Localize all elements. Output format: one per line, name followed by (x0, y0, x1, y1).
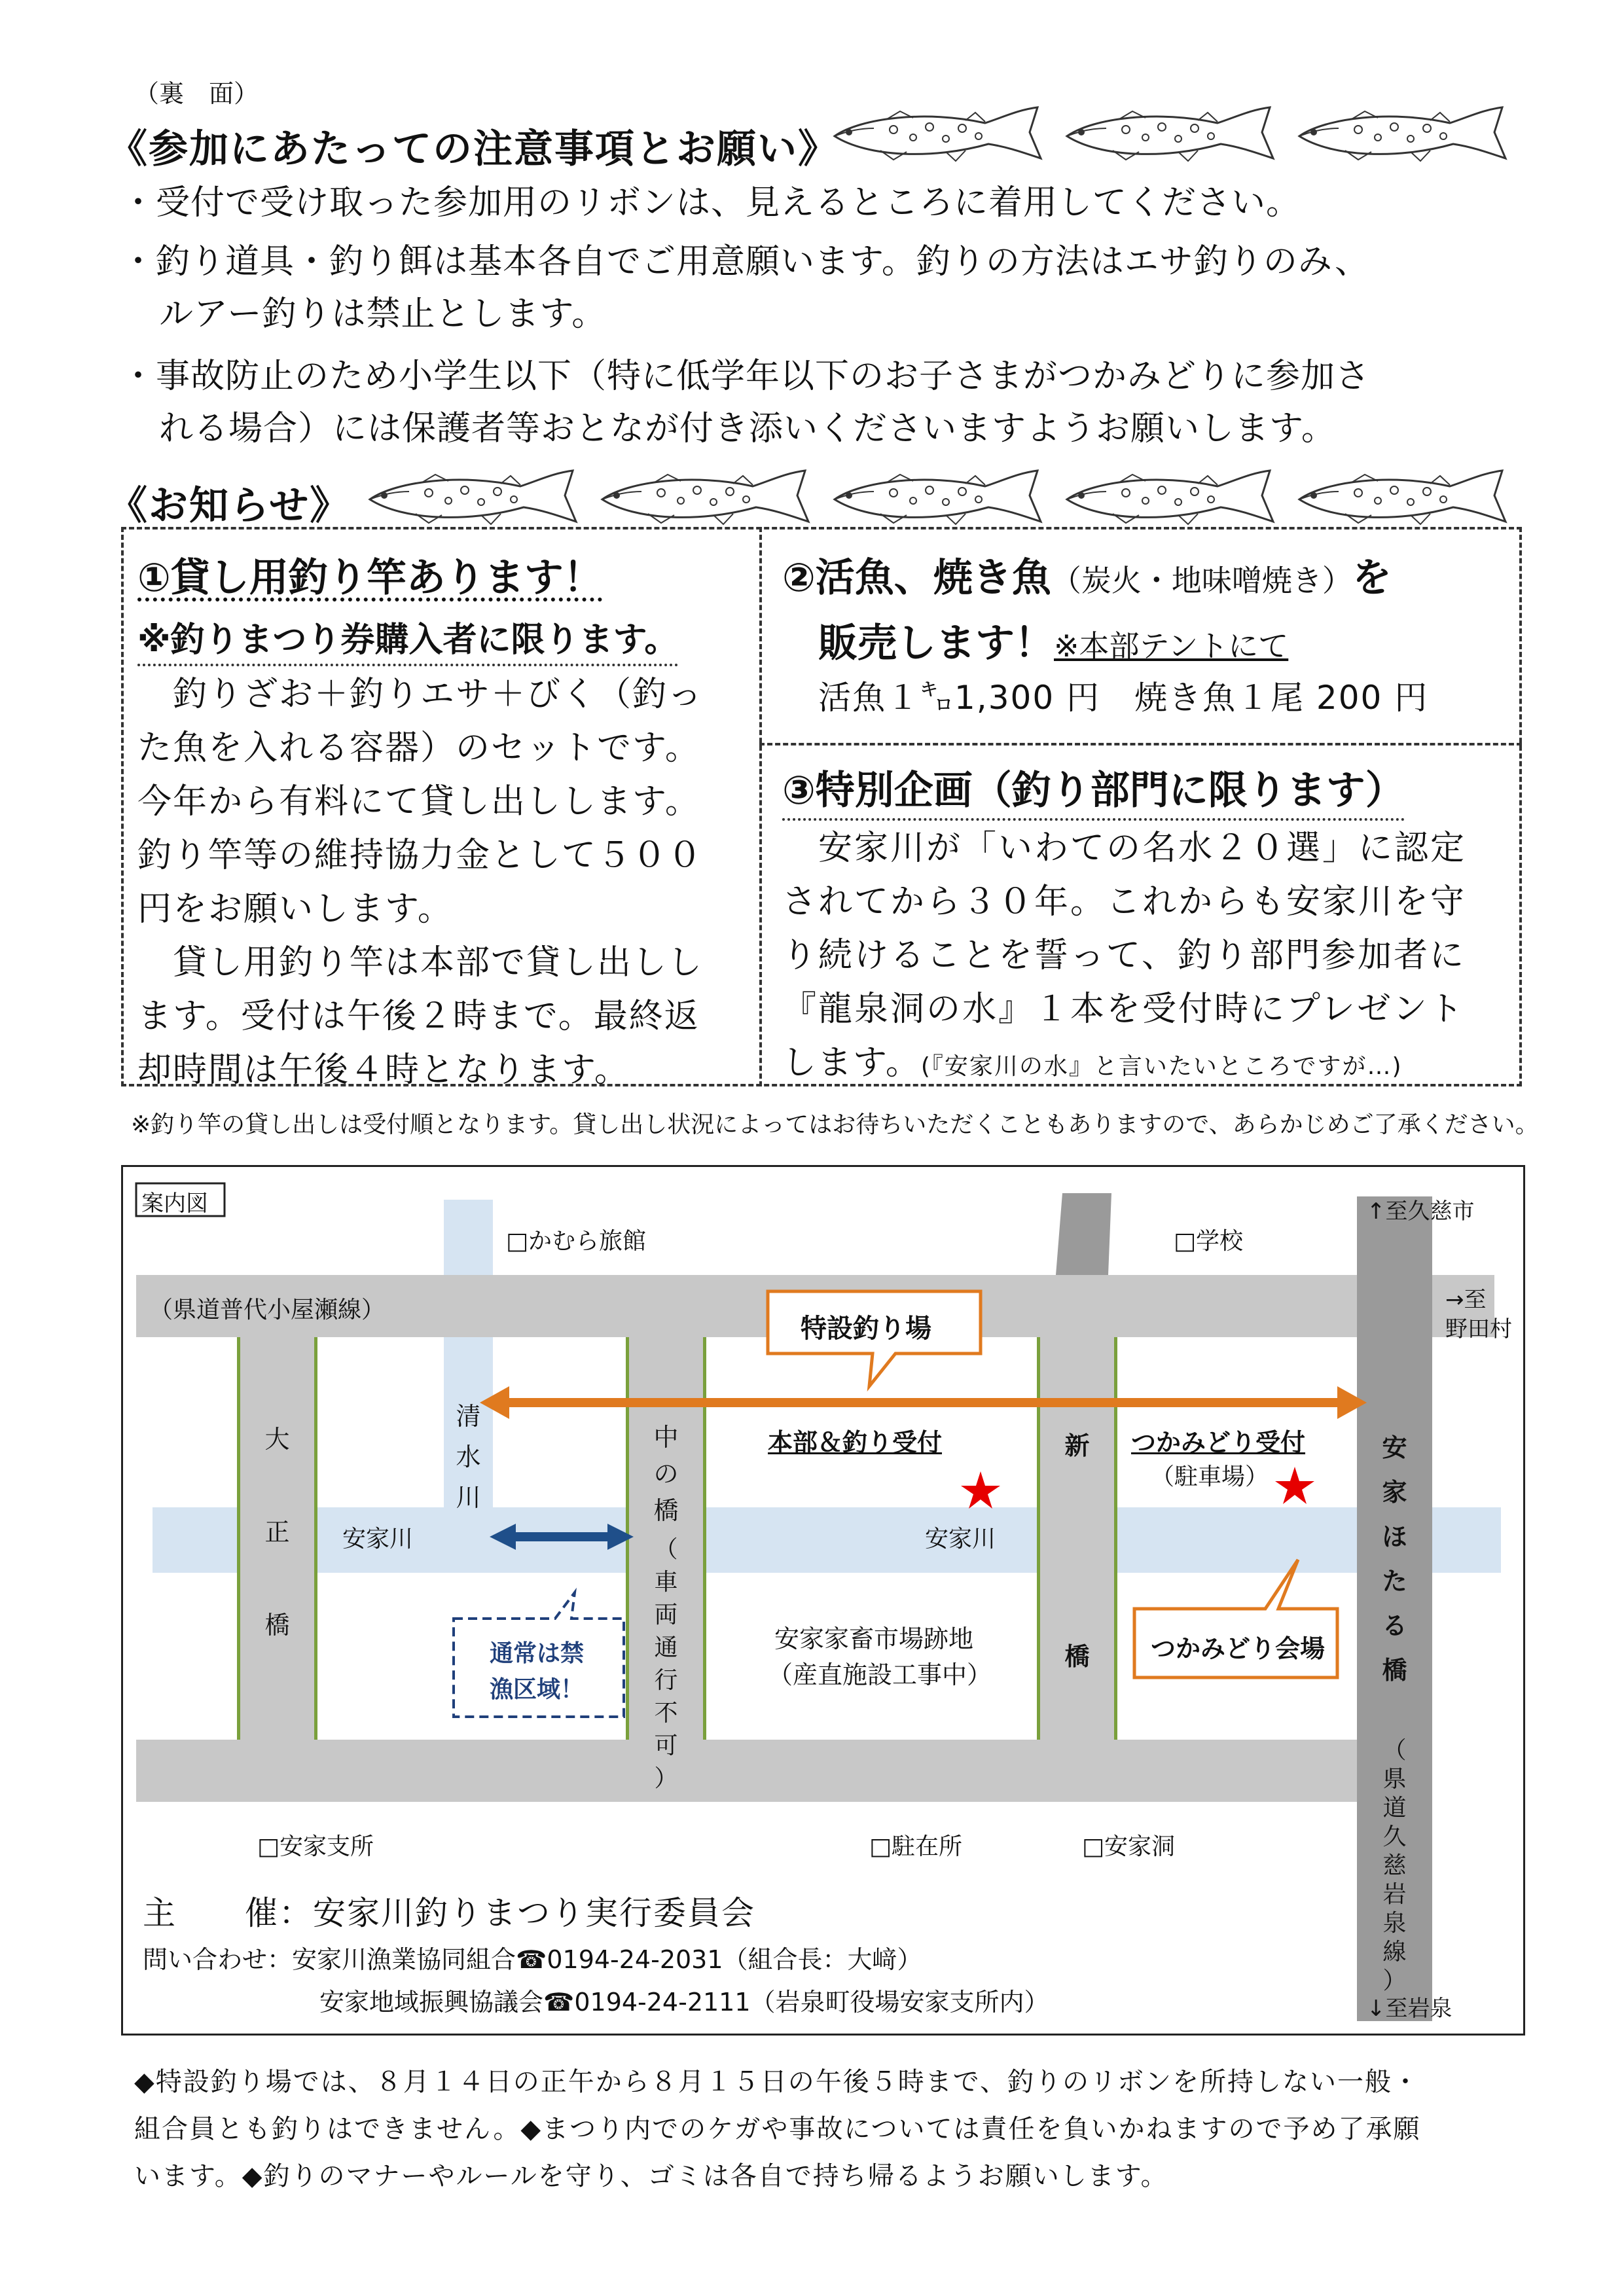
special-line: 安家川が「いわての名水２０選」に認定 (782, 829, 1467, 868)
footer-line: います。◆釣りのマナーやルールを守り、ゴミは各自で持ち帰るようお願いします。 (134, 2161, 1168, 2191)
to-iwaizumi: ↓至岩泉 (1367, 1996, 1453, 2022)
special-line: 『龍泉洞の水』１本を受付時にプレゼント (782, 990, 1465, 1029)
notice-section-title: 《参加にあたっての注意事項とお願い》 (108, 126, 839, 172)
akka-cave: □安家洞 (1082, 1833, 1176, 1860)
nakanohashi-note: （ 車 両 通 行 不 可 ） (654, 1536, 678, 1792)
special-line: り続けることを誓って、釣り部門参加者に (782, 936, 1466, 975)
special-project-text (782, 821, 1466, 1094)
akka-branch-office: □安家支所 (257, 1833, 374, 1860)
no-fishing-line2: 漁区域！ (490, 1676, 585, 1703)
special-line-main: します。 (782, 1043, 921, 1083)
fish-icon (589, 468, 818, 527)
to-kuji: ↑至久慈市 (1367, 1198, 1475, 1225)
special-line-aside: (『安家川の水』と言いたいところですが…) (920, 1053, 1403, 1080)
tsukami-reception: つかみどり受付 (1131, 1428, 1306, 1457)
fish-icon (1054, 468, 1283, 527)
info-section-title: 《お知らせ》 (108, 483, 351, 529)
akka-river-label: 安家川 (925, 1526, 996, 1552)
fish-sale-heading (782, 547, 1392, 603)
police-box: □駐在所 (869, 1833, 963, 1860)
seisui-river-label: 清 水 川 (456, 1402, 481, 1512)
no-fishing-line1: 通常は禁 (490, 1640, 585, 1667)
contact-fishery: 問い合わせ：安家川漁業協同組合☎0194-24-2031（組合長：大﨑） (143, 1945, 922, 1974)
bullet-children-cont: れる場合）には保護者等おとなが付き添いくださいますようお願いします。 (159, 409, 1336, 448)
fish-icon (821, 105, 1051, 164)
fish-icon (1286, 468, 1515, 527)
fish-sale-particle: を (1352, 555, 1392, 601)
fish-decoration-row (357, 468, 1528, 527)
special-area-label: 特設釣り場 (801, 1314, 931, 1344)
school-road (1056, 1193, 1111, 1275)
to-noda-1: →至 (1445, 1287, 1487, 1313)
fish-sale-price: 活魚１㌔1,300 円 焼き魚１尾 200 円 (818, 679, 1429, 717)
contact-council: 安家地域振興協議会☎0194-24-2111（岩泉町役場安家支所内） (319, 1988, 1049, 2017)
market-construction: （産直施設工事中） (768, 1660, 992, 1689)
footer-line: ◆特設釣り場では、８月１４日の正午から８月１５日の午後５時まで、釣りのリボンを所持しない一般・ (134, 2067, 1420, 2097)
rental-line: 釣り竿等の維持協力金として５００ (137, 836, 704, 875)
bottom-road (136, 1740, 1419, 1802)
rental-rod-condition: ※釣りまつり券購入者に限ります。 (137, 612, 678, 666)
oomasa-bridge-label: 大 正 橋 (264, 1425, 290, 1640)
fish-icon (1286, 105, 1515, 164)
fish-decoration-row (821, 105, 1528, 164)
rental-line: ます。受付は午後２時まで。最終返 (137, 997, 700, 1036)
fish-sale-title: ②活魚、焼き魚 (782, 555, 1051, 601)
fish-icon (357, 468, 586, 527)
hq-reception: 本部＆釣り受付 (768, 1428, 943, 1457)
rental-line: 貸し用釣り竿は本部で貸し出しし (137, 943, 704, 982)
rental-line: 今年から有料にて貸し出しします。 (137, 782, 700, 821)
bullet-children: ・事故防止のため小学生以下（特に低学年以下のお子さまがつかみどりに参加さ (121, 357, 1371, 396)
rental-rod-heading: ①貸し用釣り竿あります！ (137, 555, 603, 601)
map-title: 案内図 (141, 1191, 208, 1217)
school: □学校 (1174, 1228, 1244, 1255)
rental-line: た魚を入れる容器）のセットです。 (137, 728, 700, 768)
star-icon (961, 1471, 1000, 1509)
kamura-inn: □かむら旅館 (506, 1228, 647, 1255)
rental-line: 円をお願いします。 (137, 889, 453, 929)
rental-line: 却時間は午後４時となります。 (137, 1050, 630, 1090)
bullet-equipment: ・釣り道具・釣り餌は基本各自でご用意願います。釣りの方法はエサ釣りのみ、 (121, 242, 1369, 281)
market-site: 安家家畜市場跡地 (774, 1624, 974, 1653)
fish-sale-location: ※本部テントにて (1054, 628, 1289, 664)
notice-divider-horizontal (759, 743, 1522, 745)
rental-line: 釣りざお＋釣りエサ＋びく（釣っ (137, 675, 704, 714)
bullet-equipment-cont: ルアー釣りは禁止とします。 (159, 295, 607, 334)
special-line: されてから３０年。これからも安家川を守 (782, 882, 1467, 922)
nakanohashi-label: 中 の 橋 (653, 1423, 679, 1525)
special-project-heading: ③特別企画（釣り部門に限ります） (782, 759, 1405, 821)
fish-icon (821, 468, 1051, 527)
hotaru-bridge-label: 安 家 ほ た る 橋 (1382, 1433, 1407, 1685)
fish-sale-subheading (818, 612, 1288, 668)
shinbashi-label: 新 橋 (1064, 1431, 1090, 1671)
page-side-label: （裏 面） (134, 79, 259, 108)
to-noda-2: 野田村 (1445, 1316, 1512, 1342)
fish-icon (1054, 105, 1283, 164)
fish-sale-title2: 販売します！ (818, 620, 1054, 666)
guide-map (121, 1165, 1525, 2036)
star-icon (1275, 1467, 1314, 1504)
organizer: 主 催：安家川釣りまつり実行委員会 (143, 1894, 755, 1932)
notice-divider-vertical (759, 527, 762, 1086)
parking-label: （駐車場） (1151, 1463, 1269, 1490)
tsukami-venue: つかみどり会場 (1151, 1634, 1326, 1663)
fish-sale-method: （炭火・地味噌焼き） (1051, 563, 1352, 598)
special-line (782, 1036, 1466, 1094)
route-right: （ 県 道 久 慈 岩 泉 線 ） (1382, 1737, 1407, 1994)
akka-river-label: 安家川 (342, 1526, 414, 1552)
bullet-ribbon: ・受付で受け取った参加用のリボンは、見えるところに着用してください。 (121, 183, 1301, 223)
rental-rod-text (137, 668, 703, 1097)
footer-notes (134, 2058, 1522, 2200)
route-top: （県道普代小屋瀬線） (149, 1297, 386, 1323)
footer-line: 組合員とも釣りはできません。◆まつり内でのケガや事故については責任を負いかねますので予め了承願 (134, 2114, 1421, 2144)
lend-order-note: ※釣り竿の貸し出しは受付順となります。貸し出し状況によってはお待ちいただくこともありますので、あらかじめご了承ください。 (131, 1111, 1539, 1138)
